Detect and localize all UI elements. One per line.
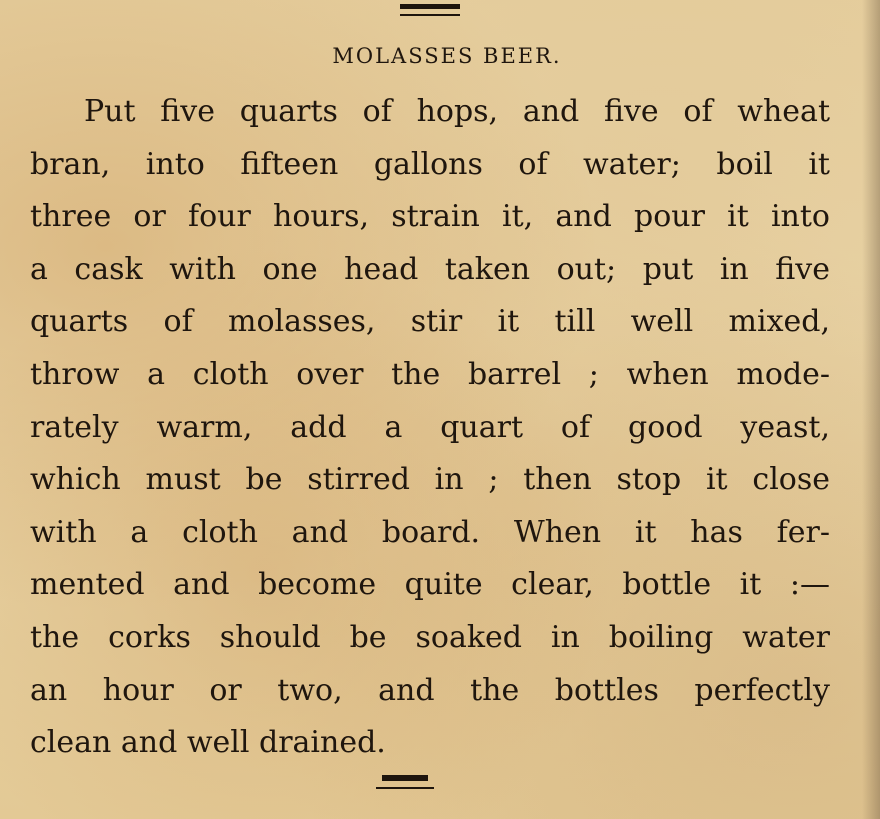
bottom-rule-thin	[376, 787, 434, 789]
text-line: three or four hours, strain it, and pour it into	[30, 199, 830, 235]
bottom-rule-ornament	[376, 775, 434, 793]
text-line: bran, into fifteen gallons of water; boil it	[30, 146, 830, 182]
text-line: an hour or two, and the bottles perfectly	[30, 672, 830, 708]
text-line: the corks should be soaked in boiling water	[30, 619, 830, 655]
text-line: Put five quarts of hops, and five of wheat	[84, 94, 830, 129]
text-line: a cask with one head taken out; put in five	[30, 251, 830, 287]
text-line: quarts of molasses, stir it till well mixed,	[30, 304, 830, 340]
recipe-body	[30, 86, 830, 770]
top-rule-ornament	[400, 4, 460, 18]
top-rule-thin	[400, 14, 460, 16]
top-rule-thick	[400, 4, 460, 9]
text-line: mented and become quite clear, bottle it :—	[30, 567, 830, 603]
text-line: clean and well drained.	[30, 725, 386, 761]
text-line: with a cloth and board. When it has fer-	[30, 514, 830, 550]
bottom-rule-thick	[382, 775, 428, 781]
recipe-heading: MOLASSES BEER.	[332, 44, 562, 68]
text-line: rately warm, add a quart of good yeast,	[30, 409, 830, 445]
text-line: throw a cloth over the barrel ; when mode-	[30, 356, 830, 392]
text-line: which must be stirred in ; then stop it close	[30, 462, 830, 498]
